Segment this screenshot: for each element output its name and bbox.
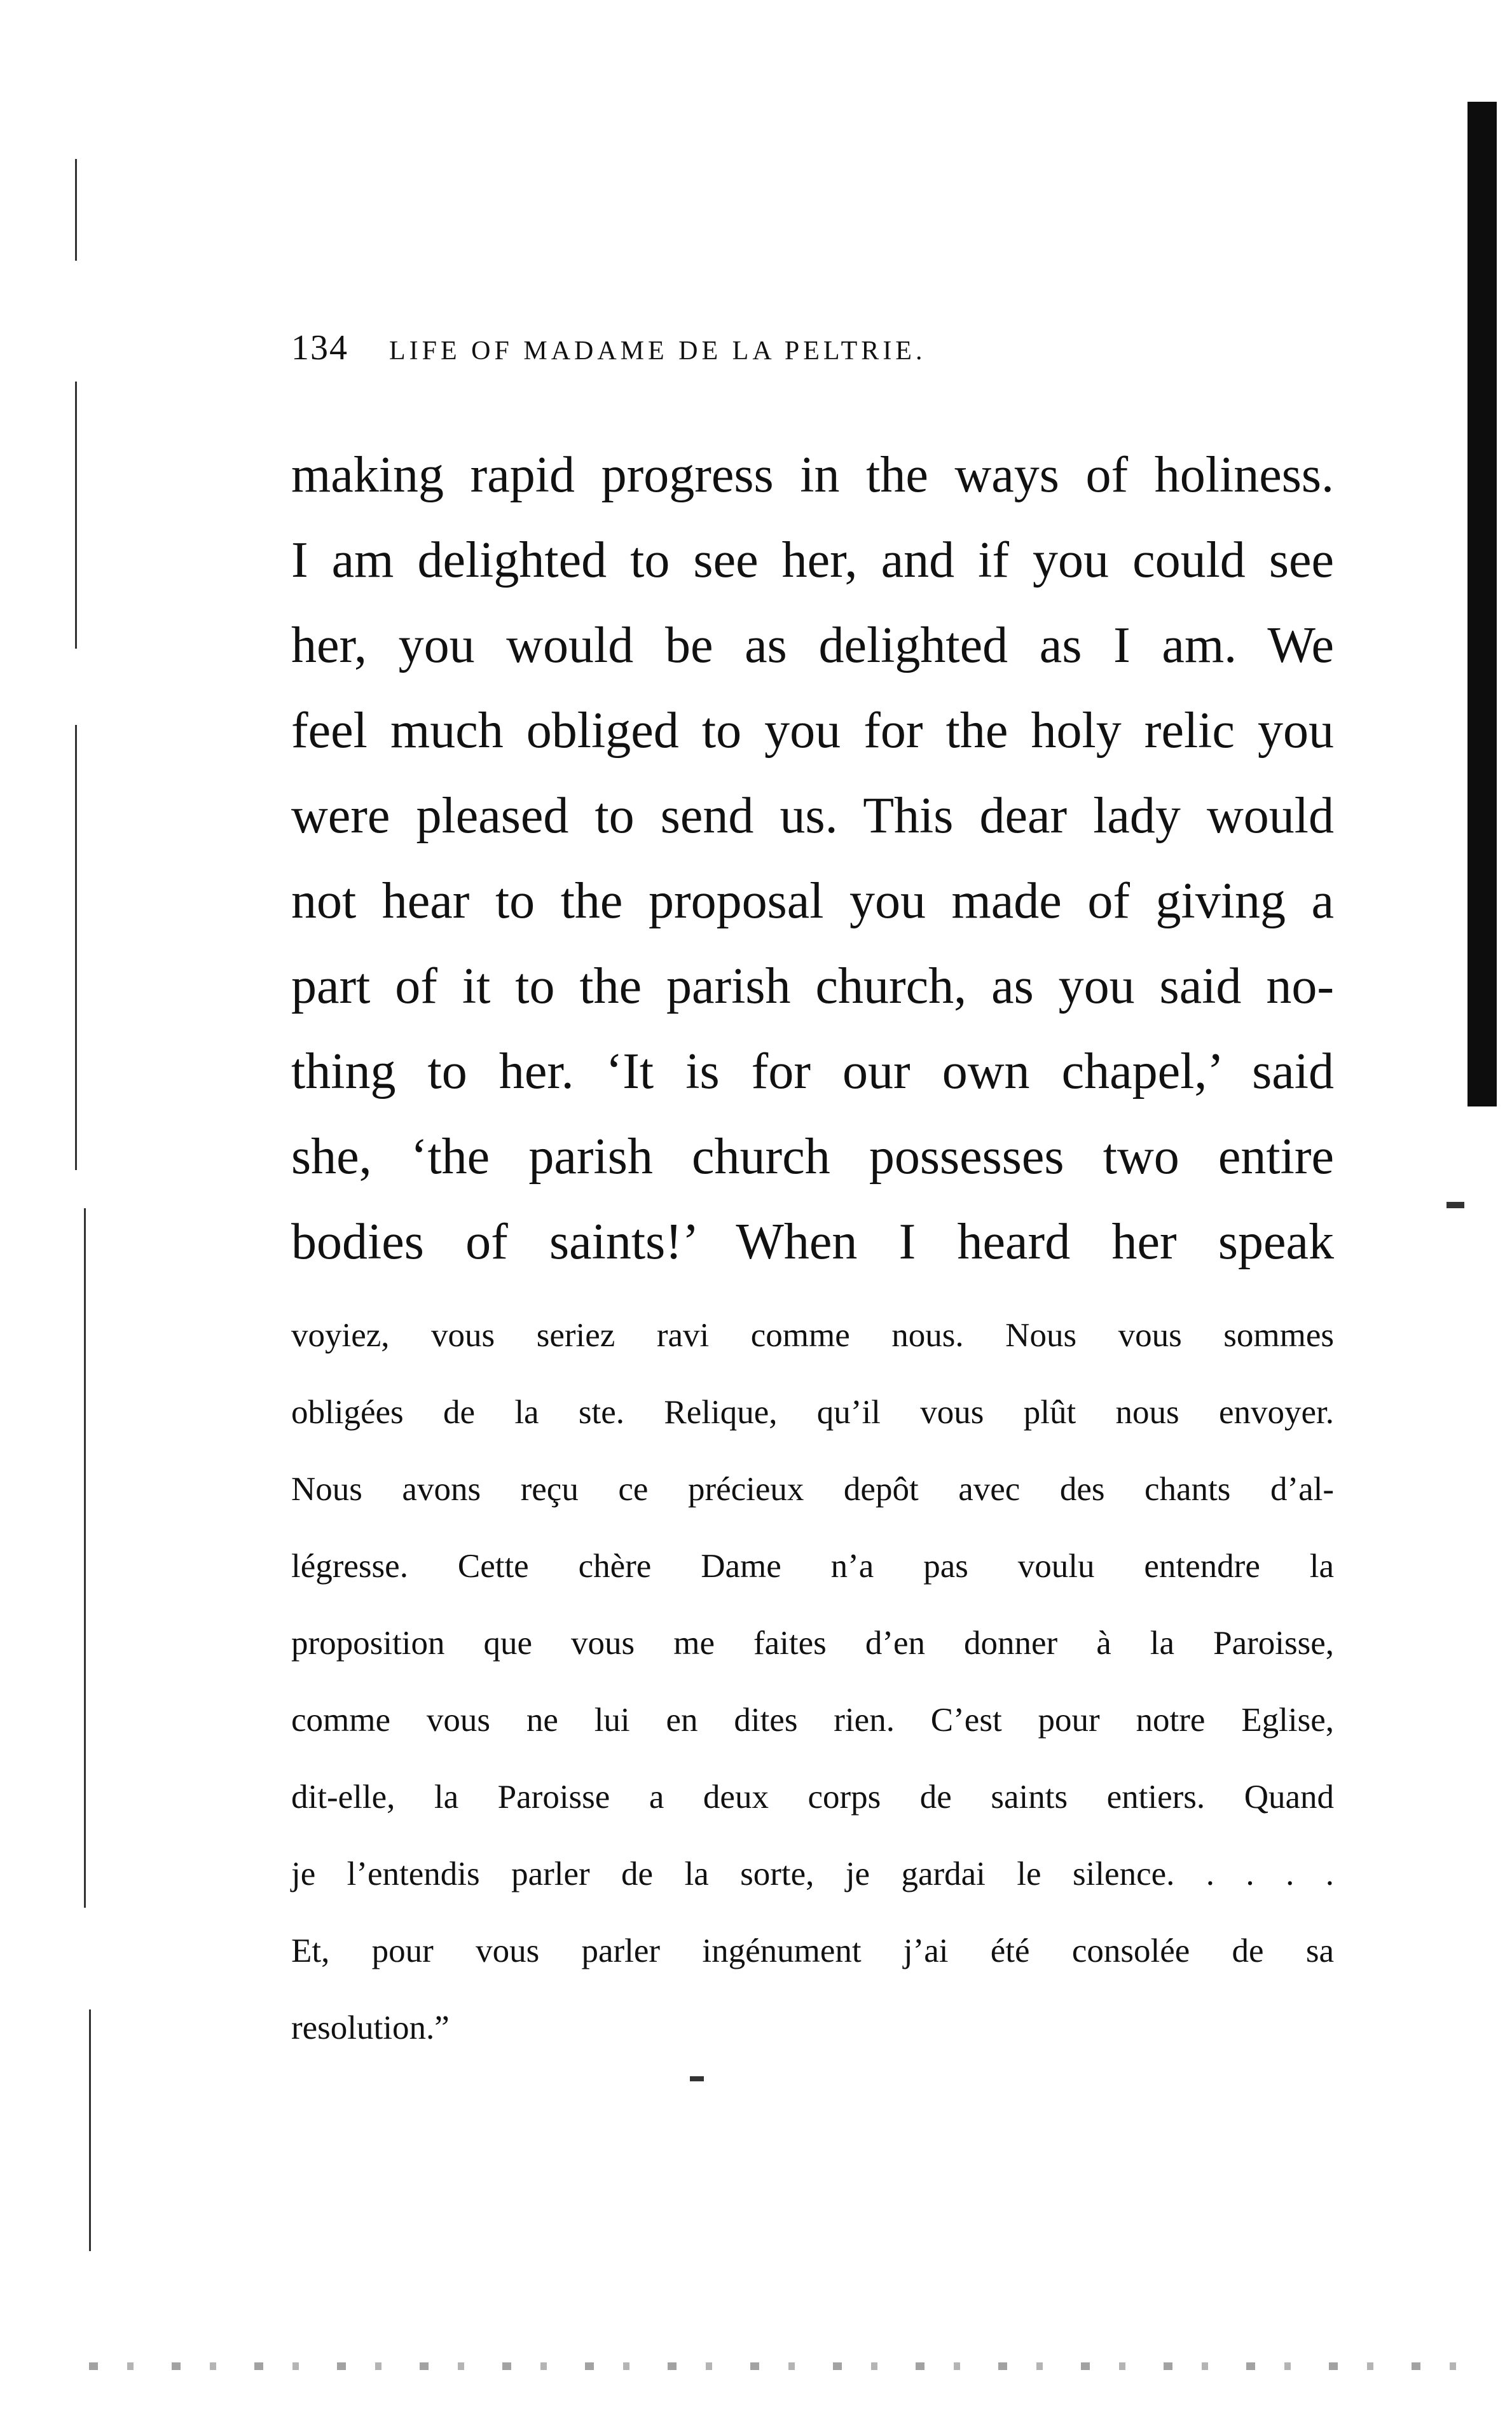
text-line: were pleased to send us. This dear lady would bbox=[291, 788, 1334, 844]
scan-mark bbox=[75, 382, 77, 649]
text-line: bodies of saints!’ When I heard her speak bbox=[291, 1214, 1334, 1270]
footnote-line: je l’entendis parler de la sorte, je gardai le silence. . . . . bbox=[291, 1856, 1334, 1892]
scan-mark bbox=[84, 1208, 86, 1908]
scan-mark bbox=[75, 159, 77, 261]
page-number: 134 bbox=[291, 328, 348, 368]
footnote-line: Nous avons reçu ce précieux depôt avec des chants d’al- bbox=[291, 1471, 1334, 1508]
french-footnote-paragraph bbox=[291, 1297, 1334, 2067]
page-edge-shadow bbox=[1467, 102, 1497, 1106]
text-line: I am delighted to see her, and if you could see bbox=[291, 532, 1334, 588]
footnote-line: voyiez, vous seriez ravi comme nous. Nous vous sommes bbox=[291, 1317, 1334, 1354]
text-line: part of it to the parish church, as you said no- bbox=[291, 958, 1334, 1014]
scan-mark bbox=[690, 2076, 704, 2081]
footnote-line: proposition que vous me faites d’en donner à la Paroisse, bbox=[291, 1625, 1334, 1662]
scan-noise bbox=[89, 2362, 1456, 2370]
footnote-line: légresse. Cette chère Dame n’a pas voulu entendre la bbox=[291, 1548, 1334, 1585]
text-line: thing to her. ‘It is for our own chapel,’ said bbox=[291, 1044, 1334, 1099]
scan-mark bbox=[1447, 1202, 1464, 1208]
page-header bbox=[291, 327, 1309, 378]
scan-mark bbox=[75, 725, 77, 1170]
footnote-line: resolution.” bbox=[291, 2009, 450, 2046]
footnote-line: Et, pour vous parler ingénument j’ai été consolée de sa bbox=[291, 1933, 1334, 1969]
text-line: not hear to the proposal you made of giving a bbox=[291, 873, 1334, 929]
text-line: making rapid progress in the ways of holiness. bbox=[291, 447, 1334, 503]
footnote-line: comme vous ne lui en dites rien. C’est pour notre Eglise, bbox=[291, 1702, 1334, 1739]
scan-mark bbox=[89, 2009, 91, 2251]
text-line: her, you would be as delighted as I am. We bbox=[291, 617, 1334, 673]
english-paragraph bbox=[291, 432, 1334, 1285]
text-line: feel much obliged to you for the holy relic you bbox=[291, 703, 1334, 759]
running-title: LIFE OF MADAME DE LA PELTRIE. bbox=[389, 336, 926, 366]
footnote-line: dit-elle, la Paroisse a deux corps de saints entiers. Quand bbox=[291, 1779, 1334, 1816]
text-line: she, ‘the parish church possesses two entire bbox=[291, 1129, 1334, 1185]
footnote-line: obligées de la ste. Relique, qu’il vous plût nous envoyer. bbox=[291, 1394, 1334, 1431]
